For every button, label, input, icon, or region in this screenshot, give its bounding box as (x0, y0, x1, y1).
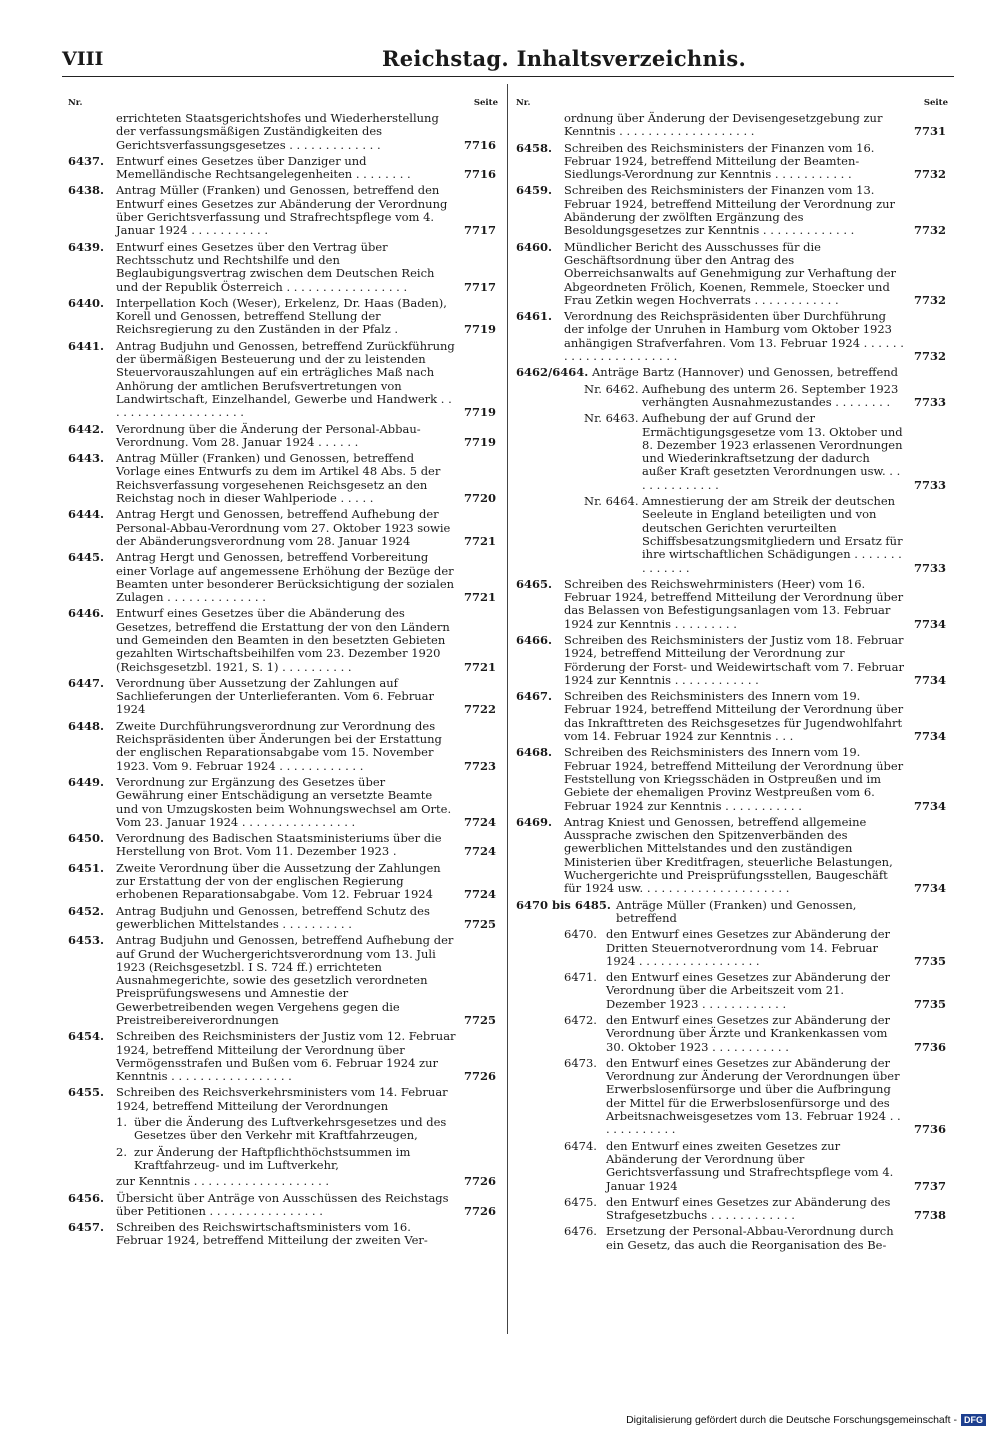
entry-text: Schreiben des Reichsministers der Justiz vom 18. Februar 1924, betreffend Mitteilung der Verordnung zur Förderung der Forst- und Weidewirtschaft vom 7. Februar 1924 zur Kenntnis . . . . . . . . . . . . (564, 632, 904, 687)
subentry-number: 2. (116, 1144, 127, 1159)
entry-page: 7734 (913, 881, 946, 896)
entry-text: Übersicht über Anträge von Ausschüssen des Reichstags über Petitionen . . . . . . . . . . . . . . . . (116, 1190, 449, 1218)
subentry-page: 7738 (913, 1208, 946, 1223)
entry-page: 7734 (913, 672, 946, 687)
entry-page: 7734 (913, 729, 946, 744)
entry-text: Anträge Müller (Franken) und Genossen, betreffend (616, 897, 857, 925)
entry-page: 7717 (463, 279, 496, 294)
toc-entry (516, 816, 948, 896)
toc-entry (516, 690, 948, 743)
entry-page: 7719 (463, 322, 496, 337)
entry-text: Schreiben des Reichswirtschaftsministers vom 16. Februar 1924, betreffend Mitteilung der zweiten Ver- (116, 1220, 428, 1248)
left-entry-list-2 (68, 1192, 498, 1248)
toc-entry (68, 905, 498, 932)
column-divider (507, 84, 508, 1334)
entry-text: Zweite Durchführungsverordnung zur Verordnung des Reichspräsidenten über Änderungen bei der Erstattung der englischen Reparationsabgabe vom 15. November 1923. Vom 9. Februar 1924 . . . . . . . . . . . . (116, 718, 442, 773)
entry-page: 7723 (463, 758, 496, 773)
nr-label: Nr. (68, 98, 83, 108)
entry-text: Verordnung zur Ergänzung des Gesetzes über Gewährung einer Entschädigung an versetzte Beamte und von Umzugskosten beim Wohnungswechsel am Orte. Vom 23. Januar 1924 . . . . . . . . . . . . . . . . (116, 774, 452, 829)
toc-entry (68, 184, 498, 237)
entry-page: 7734 (913, 616, 946, 631)
subentry-text: den Entwurf eines zweiten Gesetzes zur Abänderung der Verordnung über Gerichtsverfassung und Strafrechtspflege vom 4. Januar 1924 (606, 1138, 894, 1193)
subentry-text: zur Änderung der Haftpflichthöchstsummen im Kraftfahrzeug- und im Luftverkehr, (134, 1144, 411, 1172)
entry-text: Schreiben des Reichsministers der Finanzen vom 16. Februar 1924, betreffend Mitteilung der Beamten-Siedlungs-Verordnung zur Kenntnis . . . . . . . . . . . (564, 140, 875, 182)
entry-text: Verordnung über die Änderung der Personal-Abbau-Verordnung. Vom 28. Januar 1924 . . . . . . (116, 421, 421, 449)
toc-subentry (516, 383, 948, 410)
entry-text: Mündlicher Bericht des Ausschusses für die Geschäftsordnung über den Antrag des Oberreichsanwalts auf Genehmigung zur Verhaftung der Abgeordneten Frölich, Koenen, Remmele, Stoecker und Frau Zetkin wegen Hochverrats . . . . . . . . . . . . (564, 239, 897, 307)
subentry-page: 7736 (913, 1039, 946, 1054)
entry-page: 7720 (463, 491, 496, 506)
entry-number: 6442. (68, 421, 105, 436)
toc-entry (68, 862, 498, 902)
entry-number: 6468. (516, 745, 553, 760)
entry-number: 6440. (68, 295, 105, 310)
subentry-page: 7736 (913, 1122, 946, 1137)
entry-number: 6457. (68, 1220, 105, 1235)
toc-entry (68, 155, 498, 182)
subentry-number: 6472. (564, 1013, 597, 1027)
entry-number: 6452. (68, 903, 105, 918)
entry-number: 6470 bis 6485. (516, 897, 611, 912)
entry-text: Schreiben des Reichsministers des Innern vom 19. Februar 1924, betreffend Mitteilung der Verordnung über Feststellung von Kriegsschäden in Ostpreußen und im Gebiete der ehemaligen Provinz Westpreußen vom 6. Februar 1924 zur Kenntnis . . . . . . . . . . . (564, 745, 904, 813)
toc-entry (68, 1192, 498, 1219)
entry-number: 6456. (68, 1190, 105, 1205)
subentry-number: Nr. 6462. (584, 381, 639, 396)
toc-entry (516, 184, 948, 237)
toc-entry (516, 578, 948, 631)
subentry-page: 7733 (913, 477, 946, 492)
entry-page: 7724 (463, 814, 496, 829)
entry-page: 7726 (463, 1069, 496, 1084)
subentry-text: Amnestierung der am Streik der deutschen Seeleute in England beteiligten und von deutschen Gerichten verurteilten Schiffsbesatzungsmitgliedern und Ersatz für ihre wirtschaftlichen Schädigungen . . . . . . . . . . . . . . (642, 494, 903, 575)
entry-page: 7719 (463, 405, 496, 420)
subentry-text: den Entwurf eines Gesetzes zur Abänderung des Strafgesetzbuchs . . . . . . . . . . . . (606, 1194, 891, 1223)
entry-page: 7732 (913, 167, 946, 182)
subentry-page: 7735 (913, 996, 946, 1011)
subentry-text: Aufhebung der auf Grund der Ermächtigungsgesetze vom 13. Oktober und 8. Dezember 1923 erlassenen Verordnungen und Wiederinkraftsetzung der dadurch außer Kraft gesetzten Verordnungen usw. . . . . . . . . . . . . . (642, 411, 903, 492)
page-title: Reichstag. Inhaltsverzeichnis. (382, 46, 747, 71)
entry-text: Antrag Hergt und Genossen, betreffend Vorbereitung einer Vorlage auf angemessene Erhöhung der Bezüge der Beamten unter besonderer Berücksichtigung der sozialen Zulagen . . . . . . . . . . . . . . (116, 550, 455, 605)
entry-page: 7732 (913, 223, 946, 238)
entry-number: 6460. (516, 239, 553, 254)
subentry-number: 6473. (564, 1055, 597, 1070)
entry-page: 7724 (463, 844, 496, 859)
subentry-number: Nr. 6464. (584, 494, 639, 509)
right-column (516, 96, 948, 1255)
left-entry-list (68, 112, 498, 1113)
entry-number: 6439. (68, 239, 105, 254)
entry-number: 6466. (516, 632, 553, 647)
toc-entry (68, 832, 498, 859)
entry-text: Antrag Budjuhn und Genossen, betreffend Zurückführung der übermäßigen Besteuerung und der zu leistenden Steuervorauszahlungen auf ein erträgliches Maß nach Anhörung der amtlichen Berufsvertretungen von Landwirtschaft, Einzelhandel, Gewerbe und Handwerk . . . . . . . . . . . . . . . . . . . . (116, 338, 455, 420)
subentry-page: 7735 (913, 953, 946, 968)
subentry-number: 6470. (564, 927, 597, 942)
entry-text: Schreiben des Reichsministers der Finanzen vom 13. Februar 1924, betreffend Mitteilung der Verordnung zur Abänderung der zwölften Ergänzung des Besoldungsgesetzes zur Kenntnis . . . . . . . . . . . . . (564, 183, 896, 238)
dfg-logo: DFG (961, 1414, 986, 1426)
subentry-page: 7737 (913, 1178, 946, 1193)
entry-page: 7722 (463, 702, 496, 717)
toc-subentry (516, 1140, 948, 1193)
subentry-number: 1. (116, 1115, 127, 1130)
entry-page: 7717 (463, 223, 496, 238)
entry-6462-items (516, 383, 948, 575)
entry-text: Schreiben des Reichsministers der Justiz vom 12. Februar 1924, betreffend Mitteilung der Verordnung über Vermögensstrafen und Bußen vom 6. Februar 1924 zur Kenntnis . . . . . . . . . . . . . . . . . (116, 1029, 456, 1084)
toc-entry (68, 776, 498, 829)
entry-number: 6465. (516, 576, 553, 591)
entry-text: Antrag Budjuhn und Genossen, betreffend Schutz des gewerblichen Mittelstandes . . . . . . . . . . (116, 903, 430, 931)
entry-6462-group (516, 366, 948, 379)
subentry-text: den Entwurf eines Gesetzes zur Abänderung der Verordnung über die Arbeitszeit vom 21. Dezember 1923 . . . . . . . . . . . . (606, 970, 891, 1011)
entry-text: Entwurf eines Gesetzes über den Vertrag über Rechtsschutz und Rechtshilfe und den Beglaubigungsvertrag zwischen dem Deutschen Reich und der Republik Österreich . . . . . . . . . . . . . . . . . (116, 239, 435, 294)
entry-number: 6438. (68, 183, 105, 198)
toc-entry (68, 297, 498, 337)
entry-text: Interpellation Koch (Weser), Erkelenz, Dr. Haas (Baden), Korell und Genossen, betreffend Stellung der Reichsregierung zu den Zuständen in der Pfalz . (116, 295, 447, 337)
toc-entry (68, 934, 498, 1027)
entry-number: 6462/6464. (516, 365, 589, 380)
toc-entry (68, 340, 498, 420)
entry-text: zur Kenntnis . . . . . . . . . . . . . . . . . . . (116, 1174, 330, 1189)
entry-page: 7721 (463, 533, 496, 548)
subentry-number: 6476. (564, 1224, 597, 1239)
toc-subentry (68, 1116, 498, 1143)
toc-entry (516, 241, 948, 307)
subentry-text: den Entwurf eines Gesetzes zur Abänderung der Verordnung über Ärzte und Krankenkassen vom 30. Oktober 1923 . . . . . . . . . . . (606, 1013, 891, 1054)
subentry-text: Aufhebung des unterm 26. September 1923 verhängten Ausnahmezustandes . . . . . . . . (642, 381, 899, 409)
entry-text: Zweite Verordnung über die Aussetzung der Zahlungen zur Erstattung der von der englischen Regierung erhobenen Reparationsabgabe. Vom 12. Februar 1924 (116, 860, 441, 902)
right-entry-list-2 (516, 578, 948, 896)
entry-text: ordnung über Änderung der Devisengesetzgebung zur Kenntnis . . . . . . . . . . . . . . . . . . . (564, 111, 883, 139)
entry-6470-group (516, 899, 948, 926)
toc-entry (516, 142, 948, 182)
toc-entry (68, 1221, 498, 1248)
entry-text: Antrag Hergt und Genossen, betreffend Aufhebung der Personal-Abbau-Verordnung vom 27. Oktober 1923 sowie der Abänderungsverordnung vom 28. Januar 1924 (116, 507, 451, 548)
entry-number: 6467. (516, 689, 553, 704)
entry-number: 6459. (516, 183, 553, 198)
subentry-number: 6471. (564, 970, 597, 985)
toc-entry (68, 607, 498, 673)
subentry-text: über die Änderung des Luftverkehrsgesetzes und des Gesetzes über den Verkehr mit Kraftfahrzeugen, (134, 1115, 447, 1143)
footer (626, 1414, 986, 1426)
toc-entry (68, 112, 498, 152)
seite-label: Seite (923, 98, 948, 108)
toc-entry (68, 508, 498, 548)
entry-number: 6449. (68, 774, 105, 789)
entry-page: 7732 (913, 349, 946, 364)
toc-entry (516, 310, 948, 363)
entry-page: 7721 (463, 590, 496, 605)
toc-subentry (516, 1014, 948, 1054)
entry-page: 7725 (463, 916, 496, 931)
toc-subentry (516, 928, 948, 968)
left-column (68, 96, 498, 1251)
toc-entry (68, 241, 498, 294)
toc-entry (68, 677, 498, 717)
entry-number: 6455. (68, 1085, 105, 1100)
subentry-text: Ersetzung der Personal-Abbau-Verordnung durch ein Gesetz, das auch die Reorganisation des Be- (606, 1224, 894, 1252)
entry-text: Antrag Budjuhn und Genossen, betreffend Aufhebung der auf Grund der Wuchergerichtsverordnung vom 13. Juli 1923 (Reichsgesetzbl. I S. 724 ff.) errichteten Ausnahmegerichte, sowie des gesetzlich verordneten Preisprüfungswesens und Amnestie der Gewerbetreibenden wegen Vergehens gegen die Preistreibereiverordnungen (116, 933, 454, 1027)
entry-number: 6451. (68, 860, 105, 875)
toc-subentry (516, 1196, 948, 1223)
header-rule (62, 76, 954, 77)
entry-page: 7732 (913, 292, 946, 307)
entry-text: Antrag Kniest und Genossen, betreffend allgemeine Aussprache zwischen den Spitzenverbänden des gewerblichen Mittelstandes und den zuständigen Ministerien über Kreditfragen, steuerliche Belastungen, Wuchergerichte und Preisprüfungsstellen, Baugeschäft für 1924 usw. . . . . . . . . . . . . . . . . . . . . (564, 814, 893, 896)
entry-text: Schreiben des Reichswehrministers (Heer) vom 16. Februar 1924, betreffend Mitteilung der Verordnung über das Belassen von Befestigungsanlagen vom 13. Februar 1924 zur Kenntnis . . . . . . . . . (564, 576, 904, 631)
entry-6455-tail (68, 1175, 498, 1188)
entry-page: 7731 (913, 124, 946, 139)
entry-number: 6445. (68, 550, 105, 565)
toc-subentry (516, 1057, 948, 1137)
entry-text: Schreiben des Reichsverkehrsministers vom 14. Februar 1924, betreffend Mitteilung der Verordnungen (116, 1085, 448, 1113)
nr-label: Nr. (516, 98, 531, 108)
toc-entry (68, 551, 498, 604)
toc-subentry (516, 971, 948, 1011)
toc-subentry (516, 1225, 948, 1252)
entry-text: Verordnung des Badischen Staatsministeriums über die Herstellung von Brot. Vom 11. Dezember 1923 . (116, 831, 442, 859)
toc-entry (68, 423, 498, 450)
subentry-page: 7733 (913, 394, 946, 409)
entry-number: 6454. (68, 1029, 105, 1044)
subentry-number: 6475. (564, 1194, 597, 1209)
entry-page: 7716 (463, 167, 496, 182)
column-header (68, 96, 498, 112)
entry-number: 6447. (68, 675, 105, 690)
seite-label: Seite (473, 98, 498, 108)
page-number: VIII (62, 48, 104, 70)
entry-text: Entwurf eines Gesetzes über Danziger und Memelländische Rechtsangelegenheiten . . . . . . . . (116, 153, 411, 182)
entry-number: 6446. (68, 606, 105, 621)
entry-page: 7724 (463, 887, 496, 902)
toc-subentry (516, 412, 948, 492)
toc-entry (68, 1086, 498, 1113)
subentry-page: 7733 (913, 560, 946, 575)
toc-entry (68, 720, 498, 773)
entry-number: 6453. (68, 933, 105, 948)
entry-text: Verordnung des Reichspräsidenten über Durchführung der infolge der Unruhen in Hamburg vom Oktober 1923 anhängigen Strafverfahren. Vom 13. Februar 1924 . . . . . . . . . . . . . . . . . . . . . . (564, 309, 904, 364)
entry-number: 6444. (68, 507, 105, 522)
entry-text: Antrag Müller (Franken) und Genossen, betreffend Vorlage eines Entwurfs zu dem im Artikel 48 Abs. 5 der Reichsverfassung vorgesehenen Reichsgesetz an den Reichstag noch in dieser Wahlperiode . . . . . (116, 451, 441, 506)
page-header (62, 44, 952, 78)
subentry-text: den Entwurf eines Gesetzes zur Abänderung der Verordnung zur Änderung der Verordnungen über Erwerbslosenfürsorge und über die Aufbringung der Mittel für die Erwerbslosenfürsorge und des Arbeitsnachweisgesetzes vom 13. Februar 1924 . . . . . . . . . . . . (606, 1055, 901, 1137)
entry-number: 6437. (68, 153, 105, 168)
toc-entry (516, 634, 948, 687)
entry-text: Anträge Bartz (Hannover) und Genossen, betreffend (592, 365, 899, 380)
entry-page: 7725 (463, 1013, 496, 1027)
entry-text: Verordnung über Aussetzung der Zahlungen auf Sachlieferungen der Unterlieferanten. Vom 6. Februar 1924 (116, 675, 434, 717)
subentry-text: den Entwurf eines Gesetzes zur Abänderung der Dritten Steuernotverordnung vom 14. Februar 1924 . . . . . . . . . . . . . . . . . (606, 927, 891, 968)
footer-text: Digitalisierung gefördert durch die Deutsche Forschungsgemeinschaft - (626, 1414, 957, 1426)
subentry-number: 6474. (564, 1138, 597, 1153)
column-header (516, 96, 948, 112)
entry-text: Schreiben des Reichsministers des Innern vom 19. Februar 1924, betreffend Mitteilung der Verordnung über das Inkrafttreten des Reichsgesetzes für Jugendwohlfahrt vom 14. Februar 1924 zur Kenntnis . . . (564, 689, 904, 744)
entry-page: 7734 (913, 798, 946, 813)
entry-text: errichteten Staatsgerichtshofes und Wiederherstellung der verfassungsmäßigen Zuständigkeiten des Gerichtsverfassungsgesetzes . . . . . . . . . . . . . (116, 111, 439, 152)
right-entry-list (516, 112, 948, 363)
toc-subentry (68, 1146, 498, 1173)
entry-page: 7721 (463, 659, 496, 674)
entry-page: 7716 (463, 137, 496, 152)
entry-page: 7719 (463, 434, 496, 449)
entry-text: Antrag Müller (Franken) und Genossen, betreffend den Entwurf eines Gesetzes zur Abänderung der Verordnung über Gerichtsverfassung und Strafrechtspflege vom 4. Januar 1924 . . . . . . . . . . . (116, 183, 448, 238)
entry-number: 6450. (68, 831, 105, 846)
entry-number: 6441. (68, 338, 105, 353)
entry-page: 7726 (463, 1174, 496, 1189)
entry-6455-items (68, 1116, 498, 1172)
subentry-number: Nr. 6463. (584, 411, 639, 426)
entry-text: Entwurf eines Gesetzes über die Abänderung des Gesetzes, betreffend die Erstattung der von den Ländern und Gemeinden den Beamten in den besetzten Gebieten gezahlten Wirtschaftsbeihilfen vom 23. Dezember 1920 (Reichsgesetzbl. 1921, S. 1) . . . . . . . . . . (116, 606, 450, 674)
entry-6470-items (516, 928, 948, 1252)
toc-entry (516, 746, 948, 812)
entry-number: 6443. (68, 451, 105, 466)
toc-entry (516, 112, 948, 139)
toc-entry (68, 1030, 498, 1083)
entry-number: 6469. (516, 814, 553, 829)
entry-page: 7726 (463, 1203, 496, 1218)
toc-entry (68, 452, 498, 505)
entry-number: 6448. (68, 718, 105, 733)
toc-subentry (516, 495, 948, 575)
entry-number: 6461. (516, 309, 553, 324)
entry-number: 6458. (516, 140, 553, 155)
